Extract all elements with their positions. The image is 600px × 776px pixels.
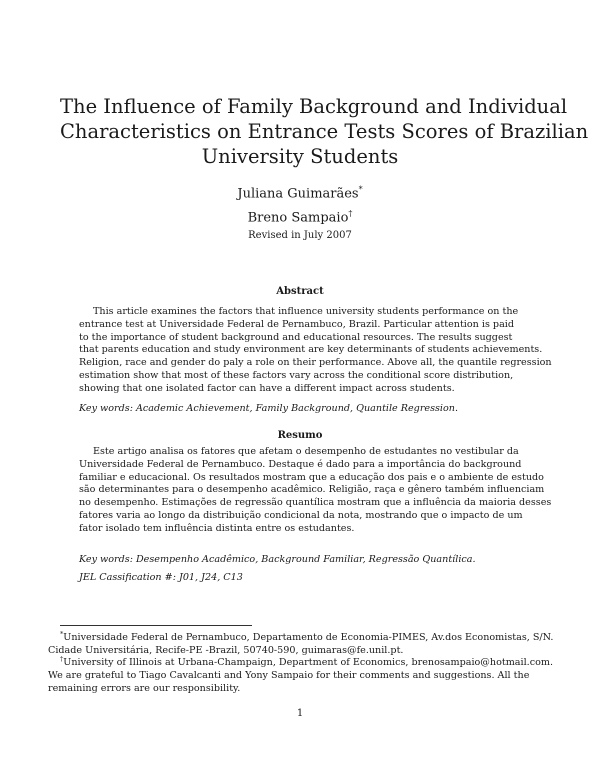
author-list [0, 180, 600, 229]
abstract-line: showing that one isolated factor can have a different impact across students. [79, 382, 455, 394]
abstract-line: estimation show that most of these factors vary across the conditional score distribution, [79, 369, 514, 381]
paper-title [60, 94, 589, 169]
title-line: Characteristics on Entrance Tests Scores of Brazilian [60, 120, 589, 143]
footnote-line [48, 628, 554, 644]
author-footnote-mark: * [358, 185, 363, 194]
resumo-heading: Resumo [277, 430, 323, 441]
resumo-line: Universidade Federal de Pernambuco. Destaque é dado para a importância do background [79, 458, 522, 470]
title-line: University Students [201, 145, 399, 168]
abstract-line: Religion, race and gender do paly a role on their performance. Above all, the quantile regression [79, 357, 552, 369]
author-2 [0, 204, 600, 228]
footnote-text: Universidade Federal de Pernambuco, Departamento de Economia-PIMES, Av.dos Economistas, S/N. [63, 632, 554, 644]
resumo-line: são determinantes para o desempenho acadêmico. Religião, raça e gênero também influenciam [79, 484, 545, 496]
footnote-line: We are grateful to Tiago Cavalcanti and Yony Sampaio for their comments and suggestions. All the [48, 670, 530, 682]
resumo-body [79, 446, 552, 536]
abstract-keywords: Key words: Academic Achievement, Family Background, Quantile Regression. [79, 403, 459, 414]
footnote-line: remaining errors are our responsibility. [48, 683, 241, 695]
author-1 [0, 180, 600, 204]
footnote-text: University of Illinois at Urbana-Champaign, Department of Economics, brenosampaio@hotmail.com. [63, 657, 554, 669]
abstract-heading: Abstract [276, 286, 324, 297]
abstract-line: entrance test at Universidade Federal de Pernambuco, Brazil. Particular attention is paid [79, 318, 514, 330]
footnote-2 [48, 653, 554, 695]
footnote-line: Cidade Universitária, Recife-PE -Brazil, 50740-590, guimaras@fe.unil.pt. [48, 645, 404, 657]
abstract-body [79, 306, 552, 396]
author-name: Breno Sampaio [247, 210, 349, 226]
abstract-line: that parents education and study environment are key determinants of students achievements. [79, 344, 543, 356]
resumo-line: Este artigo analisa os fatores que afetam o desempenho de estudantes no vestibular da [93, 446, 519, 457]
jel-classification: JEL Cassification #: J01, J24, C13 [79, 572, 243, 583]
footnote-mark: * [60, 630, 64, 638]
author-footnote-mark: † [348, 209, 353, 219]
resumo-keywords: Key words: Desempenho Acadêmico, Background Familiar, Regressão Quantílica. [79, 554, 476, 565]
abstract-line: to the importance of student background and educational resources. The results suggest [79, 331, 513, 343]
resumo-line: fator isolado tem influência distinta entre os estudantes. [79, 522, 355, 534]
revision-date: Revised in July 2007 [248, 230, 352, 241]
abstract-line: This article examines the factors that influence university students performance on the [93, 306, 519, 317]
footnote-rule [60, 625, 252, 626]
resumo-line: familiar e educacional. Os resultados mostram que a educação dos pais e o ambiente de estudo [79, 471, 544, 483]
footnote-line [48, 653, 554, 669]
resumo-line: no desempenho. Estimações de regressão quantílica mostram que a influência da maioria desses [79, 497, 552, 509]
resumo-line: fatores varia ao longo da distribuição condicional da nota, mostrando que o impacto de um [79, 509, 523, 521]
title-line: The Influence of Family Background and Individual [60, 95, 568, 118]
page-number: 1 [296, 708, 304, 719]
author-name: Juliana Guimarães [237, 186, 359, 202]
footnote-mark: † [60, 655, 64, 663]
